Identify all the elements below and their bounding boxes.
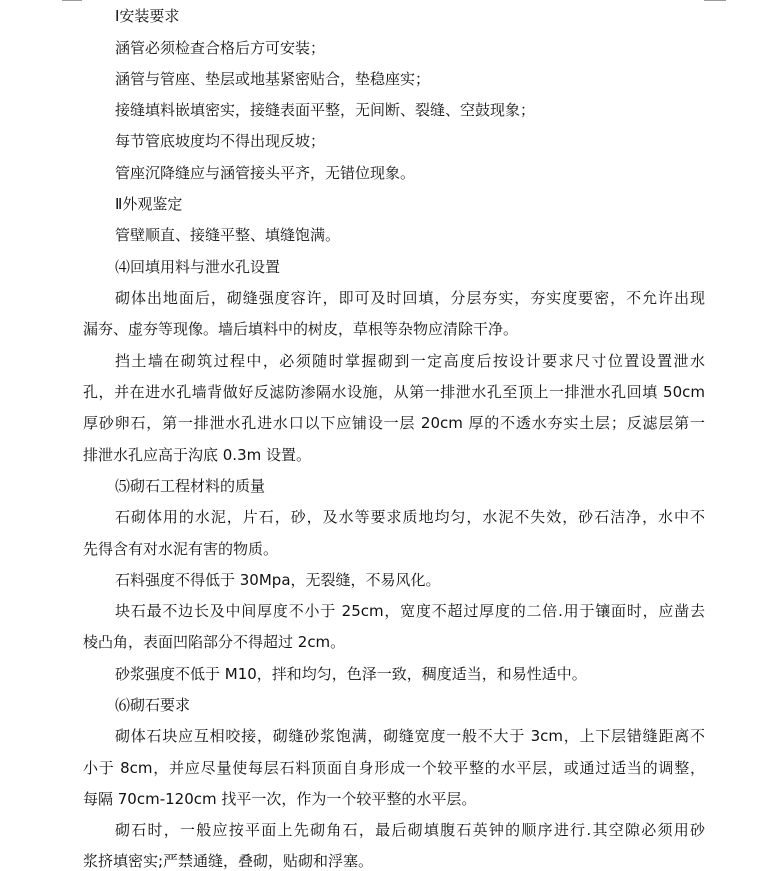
text-line: 石砌体用的水泥，片石，砂，及水等要求质地均匀，水泥不失效，砂石洁净，水中不 — [115, 508, 705, 526]
text-line: 接缝填料嵌填密实，接缝表面平整，无间断、裂缝、空鼓现象； — [115, 101, 536, 119]
text-line: 厚砂卵石，第一排泄水孔进水口以下应铺设一层 20cm 厚的不透水夯实土层；反滤层第一 — [83, 414, 705, 432]
text-line: Ⅱ外观鉴定 — [115, 195, 183, 213]
text-line: 浆挤填密实;严禁通缝，叠砌，贴砌和浮塞。 — [83, 852, 374, 870]
text-line: Ⅰ安装要求 — [115, 7, 180, 25]
text-line: 管壁顺直、接缝平整、填缝饱满。 — [115, 226, 341, 244]
text-line: 管座沉降缝应与涵管接头平齐，无错位现象。 — [115, 164, 416, 182]
page-corner-mark-right — [704, 0, 726, 1]
text-line: 涵管必须检查合格后方可安装； — [115, 39, 326, 57]
text-line: 石料强度不得低于 30Mpa，无裂缝，不易风化。 — [115, 571, 441, 589]
text-line: ⑸砌石工程材料的质量 — [115, 477, 266, 495]
text-line: 排泄水孔应高于沟底 0.3m 设置。 — [83, 446, 312, 464]
text-line: 孔，并在进水孔墙背做好反滤防渗隔水设施，从第一排泄水孔至顶上一排泄水孔回填 50cm — [83, 383, 705, 401]
text-line: ⑹砌石要求 — [115, 696, 191, 714]
text-line: ⑷回填用料与泄水孔设置 — [115, 258, 281, 276]
text-line: 先得含有对水泥有害的物质。 — [83, 540, 279, 558]
text-line: 块石最不边长及中间厚度不小于 25cm，宽度不超过厚度的二倍.用于镶面时，应凿去 — [115, 602, 705, 620]
page-corner-mark-left — [62, 0, 82, 1]
text-line: 挡土墙在砌筑过程中，必须随时掌握砌到一定高度后按设计要求尺寸位置设置泄水 — [115, 352, 705, 370]
text-line: 砂浆强度不低于 M10，拌和均匀，色泽一致，稠度适当，和易性适中。 — [115, 665, 587, 683]
text-line: 砌体出地面后，砌缝强度容许，即可及时回填，分层夯实，夯实度要密，不允许出现 — [115, 289, 705, 307]
text-line: 砌体石块应互相咬接，砌缝砂浆饱满，砌缝宽度一般不大于 3cm，上下层错缝距离不 — [115, 727, 705, 745]
text-line: 每节管底坡度均不得出现反坡； — [115, 132, 326, 150]
text-line: 每隔 70cm-120cm 找平一次，作为一个较平整的水平层。 — [83, 790, 477, 808]
text-line: 棱凸角，表面凹陷部分不得超过 2cm。 — [83, 633, 346, 651]
text-line: 漏夯、虚夯等现像。墙后填料中的树皮，草根等杂物应清除干净。 — [83, 320, 519, 338]
text-line: 涵管与管座、垫层或地基紧密贴合，垫稳座实； — [115, 70, 431, 88]
text-line: 小于 8cm，并应尽量使每层石料顶面自身形成一个较平整的水平层，或通过适当的调整， — [83, 759, 705, 777]
text-line: 砌石时，一般应按平面上先砌角石，最后砌填腹石英钟的顺序进行.其空隙必须用砂 — [115, 821, 705, 839]
